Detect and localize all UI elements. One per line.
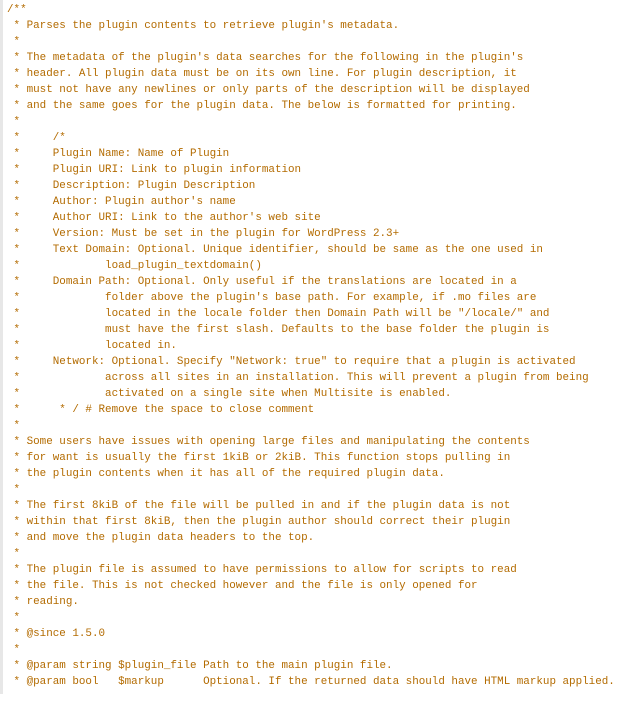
code-line: /** [7, 4, 27, 16]
code-line: * @param bool $markup Optional. If the returned data should have HTML markup applied. [7, 676, 615, 688]
code-line: * located in. [7, 340, 177, 352]
code-line: * Author URI: Link to the author's web site [7, 212, 321, 224]
code-line: * Plugin Name: Name of Plugin [7, 148, 230, 160]
code-line: * Plugin URI: Link to plugin information [7, 164, 302, 176]
code-line: * header. All plugin data must be on its own line. For plugin description, it [7, 68, 517, 80]
code-line: * The plugin file is assumed to have permissions to allow for scripts to read [7, 564, 517, 576]
code-line: * Version: Must be set in the plugin for WordPress 2.3+ [7, 228, 400, 240]
code-line: * Parses the plugin contents to retrieve plugin's metadata. [7, 20, 400, 32]
code-line: * Text Domain: Optional. Unique identifier, should be same as the one used in [7, 244, 543, 256]
code-line: * for want is usually the first 1kiB or 2kiB. This function stops pulling in [7, 452, 511, 464]
code-line: * Author: Plugin author's name [7, 196, 236, 208]
code-line: * and the same goes for the plugin data. The below is formatted for printing. [7, 100, 517, 112]
code-line: * located in the locale folder then Domain Path will be "/locale/" and [7, 308, 550, 320]
code-line: * Network: Optional. Specify "Network: true" to require that a plugin is activated [7, 356, 576, 368]
code-line: * and move the plugin data headers to the top. [7, 532, 315, 544]
code-line: * @param string $plugin_file Path to the main plugin file. [7, 660, 393, 672]
code-line: * folder above the plugin's base path. For example, if .mo files are [7, 292, 537, 304]
code-line: * [7, 548, 21, 560]
code-line: * must have the first slash. Defaults to the base folder the plugin is [7, 324, 550, 336]
code-line: * The metadata of the plugin's data searches for the following in the plugin's [7, 52, 524, 64]
code-line: * [7, 116, 21, 128]
doc-comment-block [3, 0, 631, 722]
code-line: * load_plugin_textdomain() [7, 260, 262, 272]
code-line: * @since 1.5.0 [7, 628, 106, 640]
code-line: * Some users have issues with opening large files and manipulating the contents [7, 436, 530, 448]
code-line: * [7, 420, 21, 432]
code-line: * reading. [7, 596, 79, 608]
code-line: * * / # Remove the space to close comment [7, 404, 315, 416]
code-line: * [7, 36, 21, 48]
code-line: * within that first 8kiB, then the plugin author should correct their plugin [7, 516, 511, 528]
code-line: * [7, 612, 21, 624]
code-line: * Domain Path: Optional. Only useful if the translations are located in a [7, 276, 517, 288]
code-line: * activated on a single site when Multisite is enabled. [7, 388, 452, 400]
code-line: * must not have any newlines or only parts of the description will be displayed [7, 84, 530, 96]
code-line: * the plugin contents when it has all of the required plugin data. [7, 468, 445, 480]
code-line: * /* [7, 132, 66, 144]
code-line: * [7, 644, 21, 656]
code-line: * Description: Plugin Description [7, 180, 256, 192]
code-line: * across all sites in an installation. This will prevent a plugin from being [7, 372, 589, 384]
code-line: * [7, 484, 21, 496]
code-line: * the file. This is not checked however and the file is only opened for [7, 580, 478, 592]
code-line: * The first 8kiB of the file will be pulled in and if the plugin data is not [7, 500, 511, 512]
